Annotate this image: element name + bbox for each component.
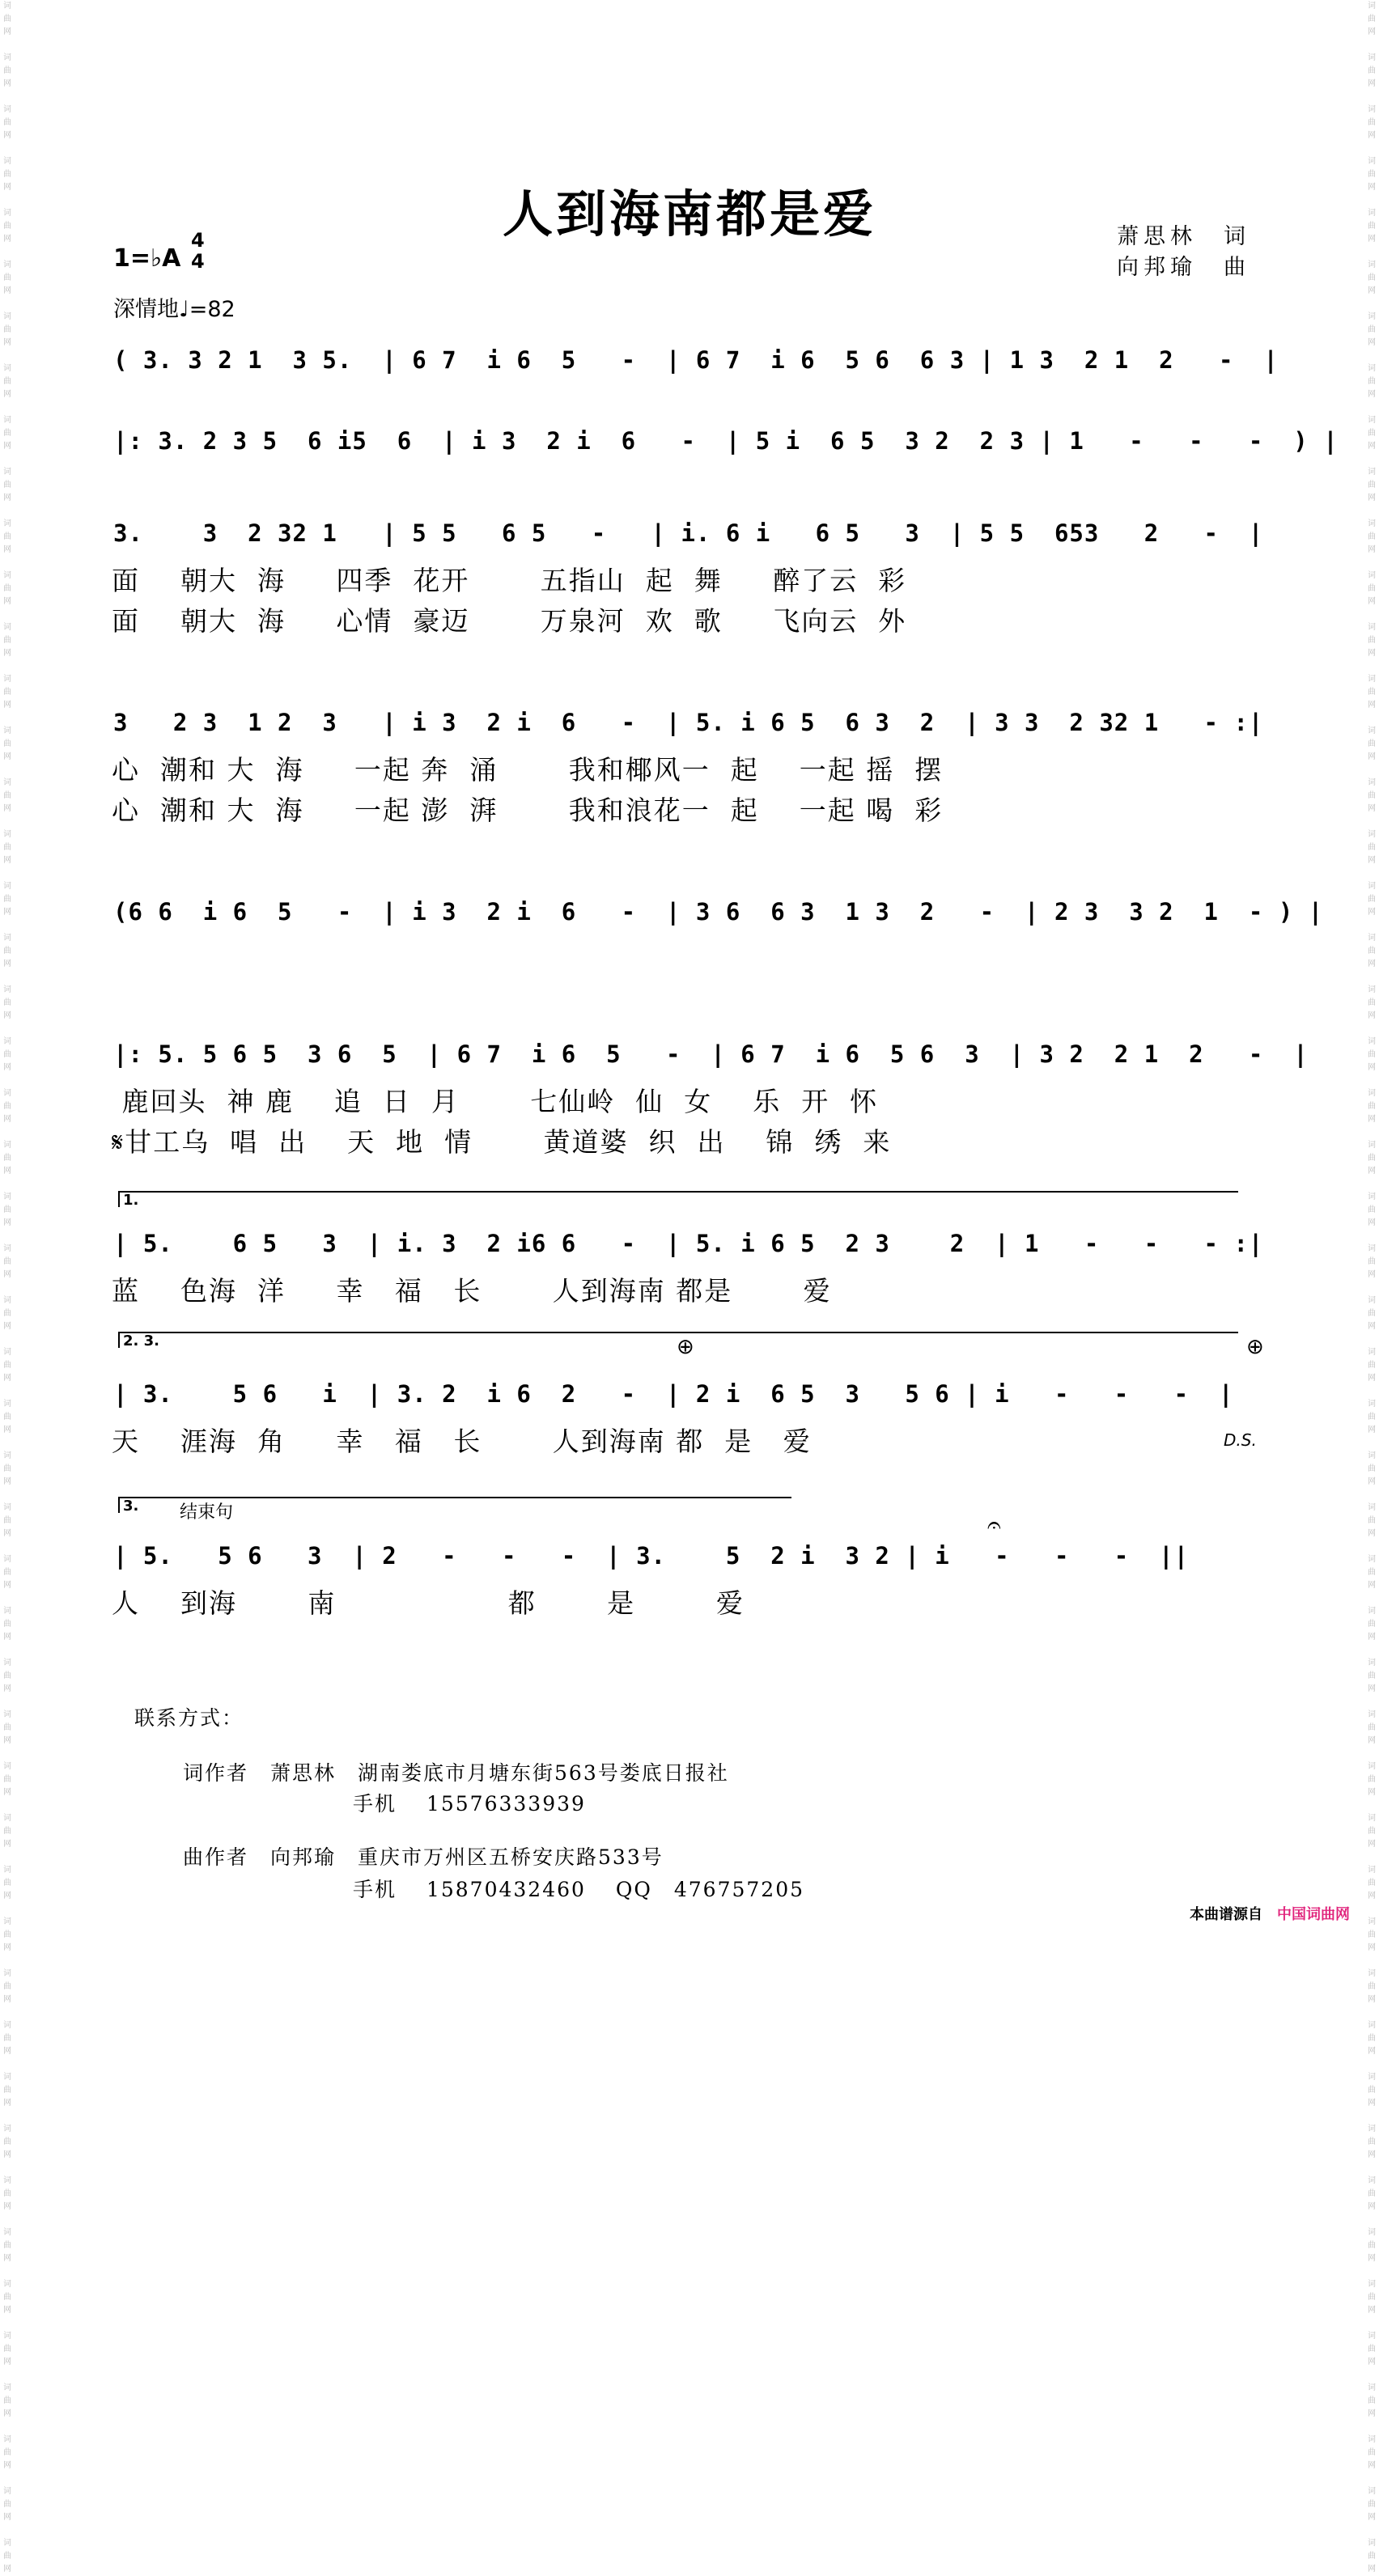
system-8-notes: | 3. 5 6 i | 3. 2 i 6 2 - | 2 i 6 5 3 5 6 | i - - - | [113,1380,1234,1408]
lyricist-phone: 手机 15576333939 [353,1792,586,1815]
left-edge-watermark: 词 曲 网 词 曲 网 词 曲 网 词 曲 网 词 曲 网 词 曲 网 词 曲 网 词 曲 网 词 曲 网 词 曲 网 词 曲 网 词 曲 网 词 曲 网 词 曲 网 词 曲 网 词 曲 网 词 曲 网 词 曲 网 词 曲 网 词 曲 网 词 曲 网 词 曲 网 词 曲 网 词 曲 网 词 曲 网 词 曲 网 词 曲 网 词 曲 网 词 曲 网 词 曲 网 词 曲 网 词 曲 网 词 曲 网 词 曲 网 词 曲 网 词 曲 网 词 曲 网 词 曲 网 词 曲 网 词 曲 网 词 曲 网 词 曲 网 词 曲 网 词 曲 网 词 曲 网 词 曲 网 词 曲 网 词 曲 网 词 曲 网 词 曲 网 [3,2,11,2574]
composer-contact: 曲作者 向邦瑜 重庆市万州区五桥安庆路533号 [183,1845,664,1869]
volta-2-3-label: 2. 3. [123,1332,159,1349]
song-title: 人到海南都是爱 [502,184,876,244]
system-4-lyrics-verse-1: 心 潮和 大 海 一起 奔 涌 我和椰风一 起 一起 摇 摆 [112,754,944,786]
system-3-lyrics-verse-2: 面 朝大 海 心情 豪迈 万泉河 欢 歌 飞向云 外 [112,605,907,637]
system-6-lyrics-verse-1: 鹿回头 神 鹿 追 日 月 七仙岭 仙 女 乐 开 怀 [112,1086,879,1117]
system-3-lyrics-verse-1: 面 朝大 海 四季 花开 五指山 起 舞 醉了云 彩 [112,565,907,596]
system-8-lyrics: 天 涯海 角 幸 福 长 人到海南 都 是 爱 [112,1426,812,1457]
volta-1-label: 1. [123,1192,139,1209]
composer-phone: 手机 15870432460 QQ 476757205 [353,1878,805,1901]
tempo-marking: 深情地♩=82 [113,297,235,322]
footer-source: 本曲谱源自 中国词曲网 [1190,1906,1350,1923]
composer-credit: 向邦瑜 曲 [1117,255,1250,280]
system-4-notes: 3 2 3 1 2 3 | i 3 2 i 6 - | 5. i 6 5 6 3 2 | 3 3 2 32 1 - :| [113,709,1264,736]
volta-1-bracket [118,1191,1238,1207]
system-3-notes: 3. 3 2 32 1 | 5 5 6 5 - | i. 6 i 6 5 3 | 5 5 653 2 - | [113,519,1264,547]
fermata-icon: 𝄐 [987,1511,1001,1540]
lyricist-credit: 萧思林 词 [1117,224,1250,249]
system-7-lyrics: 蓝 色海 洋 幸 福 长 人到海南 都是 爱 [112,1275,832,1307]
ds-marking: D.S. [1224,1430,1257,1450]
key-signature: 1=♭A [113,244,181,273]
lyricist-contact: 词作者 萧思林 湖南娄底市月塘东街563号娄底日报社 [183,1761,729,1785]
time-signature: 4 4 [191,229,205,273]
system-9-lyrics: 人 到海 南 都 是 爱 [112,1587,745,1619]
system-2-notes: |: 3. 2 3 5 6 i5 6 | i 3 2 i 6 - | 5 i 6 5 3 2 2 3 | 1 - - - ) | [113,427,1339,455]
system-7-notes: | 5. 6 5 3 | i. 3 2 i6 6 - | 5. i 6 5 2 3 2 | 1 - - - :| [113,1230,1264,1257]
contact-heading: 联系方式： [134,1706,244,1730]
system-1-notes: ( 3. 3 2 1 3 5. | 6 7 i 6 5 - | 6 7 i 6 5 6 6 3 | 1 3 2 1 2 - | [113,346,1279,374]
system-5-notes: (6 6 i 6 5 - | i 3 2 i 6 - | 3 6 6 3 1 3 2 - | 2 3 3 2 1 - ) | [113,898,1324,926]
system-6-lyrics-verse-2: 𝄋甘工乌 唱 出 天 地 情 黄道婆 织 出 锦 绣 来 [112,1126,892,1158]
footer-brand: 中国词曲网 [1277,1906,1350,1923]
ending-phrase-label: 结束句 [180,1502,234,1523]
system-6-notes: |: 5. 5 6 5 3 6 5 | 6 7 i 6 5 - | 6 7 i 6 5 6 3 | 3 2 2 1 2 - | [113,1040,1309,1068]
coda-sign-icon: ⊕ [677,1335,694,1359]
volta-3-label: 3. [123,1498,139,1515]
coda-sign-icon: ⊕ [1246,1335,1264,1359]
right-edge-watermark: 词 曲 网 词 曲 网 词 曲 网 词 曲 网 词 曲 网 词 曲 网 词 曲 网 词 曲 网 词 曲 网 词 曲 网 词 曲 网 词 曲 网 词 曲 网 词 曲 网 词 曲 网 词 曲 网 词 曲 网 词 曲 网 词 曲 网 词 曲 网 词 曲 网 词 曲 网 词 曲 网 词 曲 网 词 曲 网 词 曲 网 词 曲 网 词 曲 网 词 曲 网 词 曲 网 词 曲 网 词 曲 网 词 曲 网 词 曲 网 词 曲 网 词 曲 网 词 曲 网 词 曲 网 词 曲 网 词 曲 网 词 曲 网 词 曲 网 词 曲 网 词 曲 网 词 曲 网 词 曲 网 词 曲 网 词 曲 网 词 曲 网 词 曲 网 [1368,2,1376,2574]
system-9-notes: | 5. 5 6 3 | 2 - - - | 3. 5 2 i 3 2 | i - - - || [113,1542,1190,1570]
system-4-lyrics-verse-2: 心 潮和 大 海 一起 澎 湃 我和浪花一 起 一起 喝 彩 [112,794,944,826]
